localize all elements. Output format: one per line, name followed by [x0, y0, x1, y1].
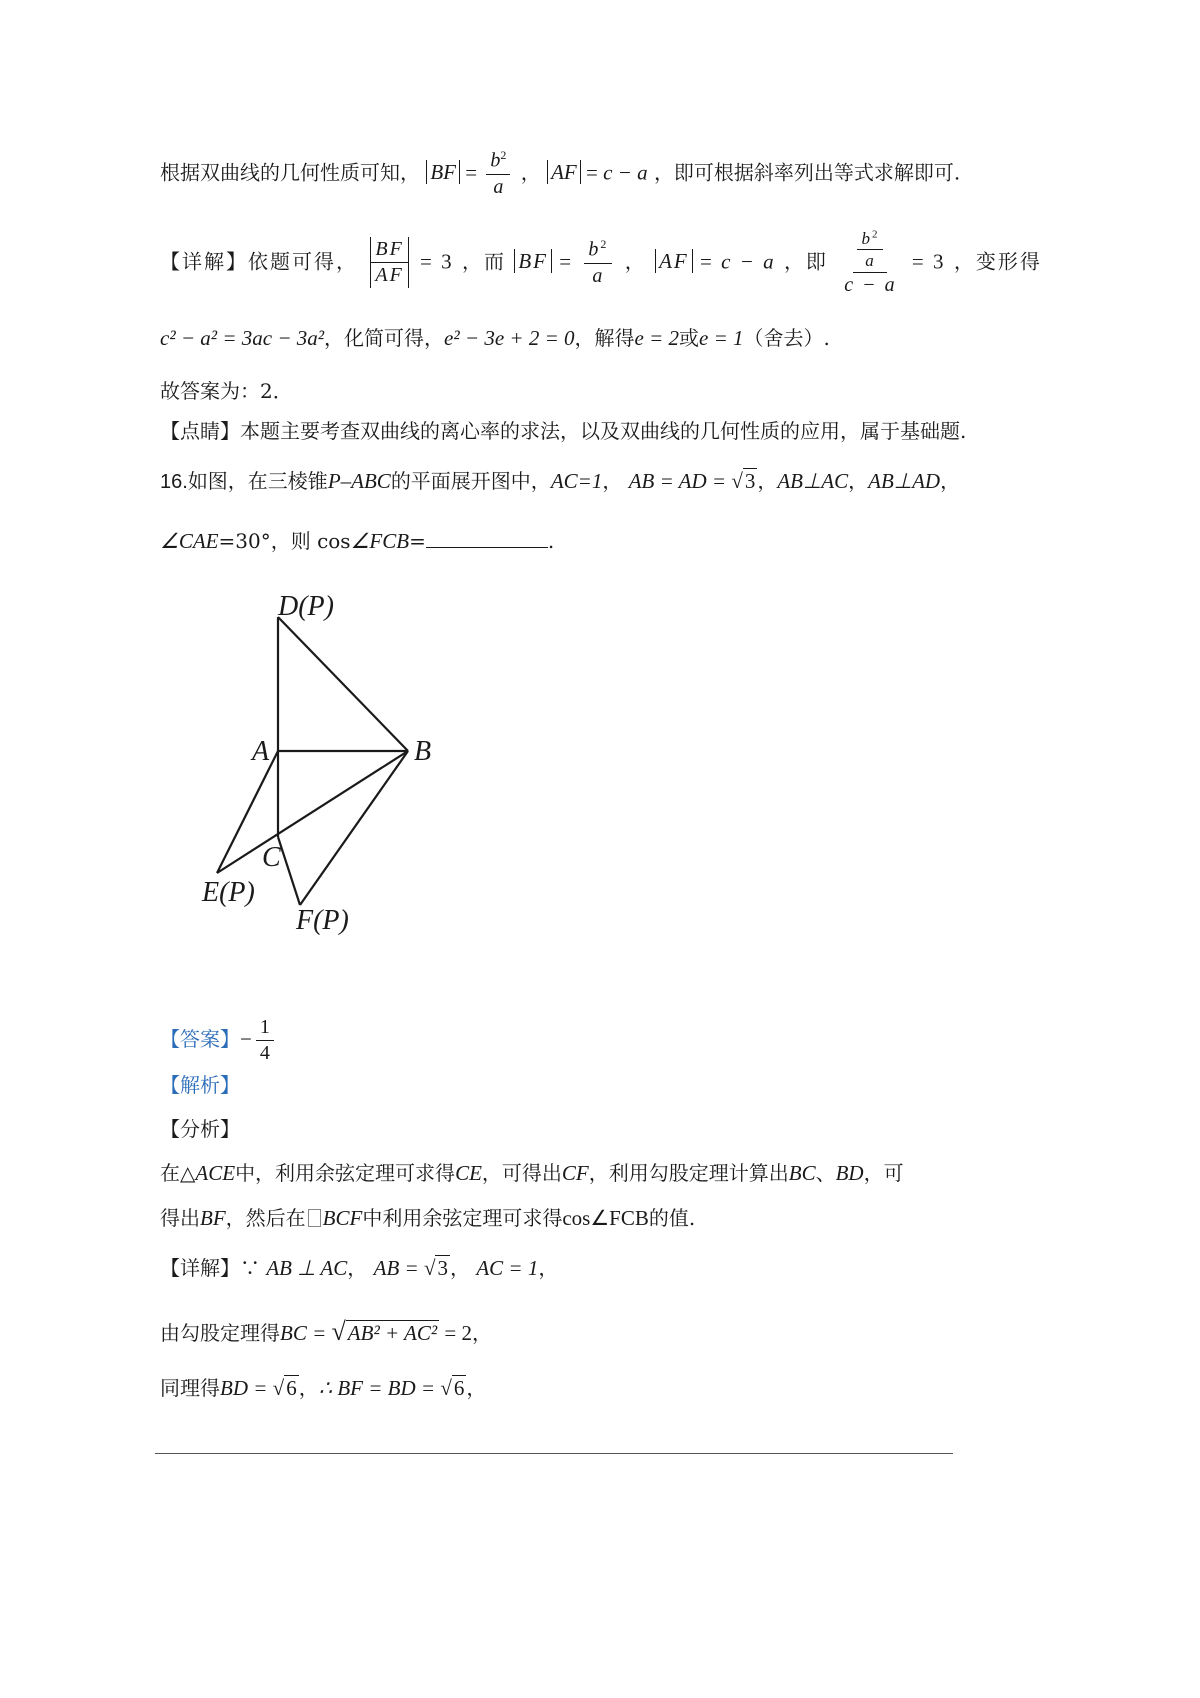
fenxi-line-2	[160, 1205, 695, 1232]
text: ，可	[863, 1161, 904, 1185]
math-sqrt: AB² + AC²	[347, 1321, 438, 1345]
math-expression: CF	[561, 1161, 589, 1185]
text: ，化简可得，	[324, 326, 445, 350]
inner-fraction	[857, 228, 883, 272]
text: 或	[679, 326, 699, 350]
text: 得出	[160, 1206, 200, 1230]
math-sqrt: 3	[744, 469, 756, 493]
text: ，	[538, 1256, 559, 1280]
label-f: F(P)	[296, 905, 349, 936]
math-expression: BC	[788, 1161, 816, 1185]
exponent: 2	[600, 236, 609, 251]
math-expression: BF	[200, 1206, 226, 1230]
answer-blank	[426, 529, 548, 548]
text: ，	[347, 1256, 368, 1280]
math-expression: CE	[455, 1161, 482, 1185]
math-expression: BD =	[220, 1376, 273, 1400]
text: 中利用余弦定理可求得	[362, 1206, 563, 1230]
math-c-minus-a: c − a	[603, 160, 648, 185]
text: ，然后在	[225, 1206, 306, 1230]
text: .	[547, 529, 555, 553]
math-expression: c² − a² = 3ac − 3a²	[160, 326, 325, 350]
math-eq: =	[692, 249, 722, 274]
math-expression: AB ⊥ AC	[266, 1256, 348, 1280]
math-expression: e = 1	[699, 326, 744, 350]
text: 中，利用余弦定理可求得	[235, 1161, 456, 1185]
text: ，即	[783, 249, 828, 274]
exponent: 2	[500, 148, 507, 162]
text-line-5: 【点睛】本题主要考查双曲线的离心率的求法，以及双曲线的几何性质的应用，属于基础题.	[160, 419, 967, 443]
text: 同理得	[160, 1376, 220, 1400]
math-eq: =	[904, 249, 934, 274]
math-expression: e² − 3e + 2 = 0	[444, 326, 575, 350]
text: ，可得出	[481, 1161, 562, 1185]
xiangjie-line-3: 同理得BD = √6 ，∴ BF = BD = √6 ，	[160, 1376, 487, 1400]
math-three: 3	[441, 249, 454, 274]
text: ，即可根据斜率列出等式求解即可.	[653, 160, 961, 185]
math-sqrt: 3	[437, 1256, 448, 1280]
fraction-nested	[840, 228, 900, 298]
text: ，	[298, 1376, 319, 1400]
text: ，	[449, 1256, 470, 1280]
text: 如图，在三棱锥	[187, 469, 328, 493]
text-line-2	[160, 228, 1042, 298]
denominator: a	[592, 264, 605, 287]
math-eq: =	[552, 249, 581, 274]
math-expression: BCF	[322, 1206, 363, 1230]
denominator: AF	[370, 263, 408, 288]
fraction-b2-over-a	[584, 237, 612, 289]
text: ，	[757, 469, 778, 493]
math-expression: BD	[835, 1161, 864, 1185]
edge-d-b	[278, 617, 408, 751]
math-abs-bf: BF	[514, 249, 552, 273]
fraction-b2-over-a	[486, 148, 510, 200]
numerator: b	[588, 238, 601, 261]
math-expression: BC =	[280, 1321, 332, 1345]
text: ，解得	[574, 326, 635, 350]
math-expression: AB⊥AC	[777, 469, 849, 493]
fenxi-label: 【分析】	[160, 1117, 240, 1141]
math-expression: ACE	[195, 1161, 236, 1185]
text: 【详解】∵	[160, 1256, 260, 1280]
numerator: BF	[370, 237, 408, 263]
math-expression: AB =	[373, 1256, 424, 1280]
xiangjie-line-2: 由勾股定理得BC = √AB² + AC² = 2，	[160, 1317, 493, 1346]
fraction-bf-over-af	[370, 237, 408, 288]
text: ，变形得	[953, 249, 1042, 274]
footer-rule	[155, 1453, 953, 1454]
label-a: A	[252, 736, 270, 767]
math-abs-af: AF	[547, 160, 581, 184]
missing-glyph-box	[308, 1209, 321, 1227]
text: 、	[815, 1161, 836, 1185]
xiangjie-line-1: 【详解】∵ AB ⊥ AC， AB = √3 ， AC = 1，	[160, 1256, 559, 1280]
math-eq: =	[412, 249, 442, 274]
minus-sign: −	[240, 1027, 252, 1051]
edge-c-f	[278, 837, 300, 905]
text: ，	[472, 1321, 493, 1345]
math-expression: AC = 1	[476, 1256, 539, 1280]
label-d: D(P)	[278, 591, 334, 622]
numerator: b	[490, 149, 501, 172]
math-sqrt: 6	[286, 1376, 297, 1400]
text-line-1	[160, 148, 960, 200]
answer-line	[160, 1015, 278, 1066]
answer-label: 【答案】	[160, 1027, 240, 1051]
math-expression: ∠CAE	[160, 529, 219, 553]
math-expression: cos∠FCB	[562, 1206, 649, 1230]
math-eq: =	[460, 160, 483, 185]
text-line-3	[160, 325, 830, 352]
math-expression: AB = AD =	[628, 469, 732, 493]
text: ，	[520, 160, 541, 185]
denominator: a	[865, 251, 876, 271]
text: （舍去）.	[743, 326, 830, 350]
math-expression: ∠FCB	[350, 529, 410, 553]
text-line-4: 故答案为：2．	[160, 379, 293, 403]
math-sqrt: 6	[453, 1376, 465, 1400]
net-figure	[190, 585, 460, 945]
denominator: a	[493, 175, 504, 198]
exponent: 2	[871, 228, 880, 241]
text: 的值.	[648, 1206, 696, 1230]
math-expression: = 2	[439, 1321, 473, 1345]
denominator: 4	[259, 1042, 270, 1064]
text: 根据双曲线的几何性质可知，	[160, 160, 420, 185]
numerator: b	[861, 229, 872, 248]
question-16-line-2	[160, 528, 554, 555]
math-eq: =	[580, 160, 604, 185]
fenxi-line-1	[160, 1160, 904, 1187]
numerator: 1	[256, 1015, 274, 1041]
text: 由勾股定理得	[160, 1321, 280, 1345]
math-expression: AC=1	[550, 469, 603, 493]
denominator: c − a	[844, 273, 897, 296]
math-expression: ∴ BF = BD =	[318, 1376, 441, 1400]
text: ，	[624, 249, 647, 274]
edge-b-f	[300, 751, 408, 905]
answer-fraction	[256, 1015, 274, 1066]
edge-e-b	[217, 751, 408, 873]
math-expression: e = 2	[634, 326, 679, 350]
math-abs-bf: BF	[426, 160, 460, 184]
figure-lines	[217, 617, 408, 905]
text: =30°，则 cos	[218, 529, 351, 553]
text: 的平面展开图中，	[390, 469, 551, 493]
text: 在△	[160, 1161, 196, 1185]
math-c-minus-a: c − a	[721, 249, 776, 274]
math-three: 3	[933, 249, 946, 274]
math-expression: P–ABC	[327, 469, 391, 493]
text: ，	[466, 1376, 487, 1400]
text: ，	[602, 469, 623, 493]
label-c: C	[262, 842, 281, 873]
text: =	[409, 529, 426, 553]
text: ，	[848, 469, 869, 493]
label-e: E(P)	[202, 877, 255, 908]
label-b: B	[414, 736, 432, 767]
text: ，利用勾股定理计算出	[588, 1161, 789, 1185]
math-expression: AB⊥AD	[868, 469, 941, 493]
analysis-label: 【解析】	[160, 1073, 240, 1097]
question-16-line-1: 16.如图，在三棱锥P–ABC的平面展开图中，AC=1， AB = AD = √3 ，AB⊥AC，AB⊥AD，	[160, 469, 961, 493]
text: 【详解】依题可得，	[160, 249, 358, 274]
text: ，而	[462, 249, 506, 274]
math-abs-af: AF	[655, 249, 693, 273]
text: ，	[940, 469, 961, 493]
question-number: 16.	[160, 471, 188, 493]
